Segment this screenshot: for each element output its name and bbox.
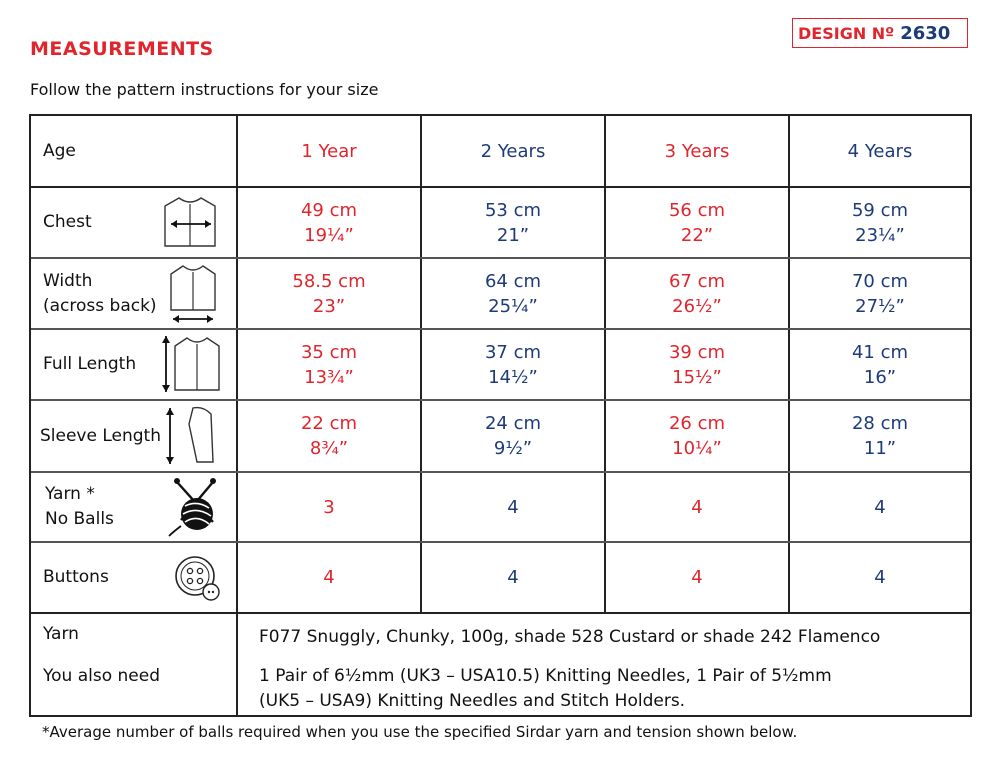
measurements-table <box>29 114 972 717</box>
cardigan-length-icon <box>159 332 223 396</box>
value-cm: 35 cm <box>300 341 358 363</box>
also-need-line-2: (UK5 – USA9) Knitting Needles and Stitch Holders. <box>259 691 686 711</box>
full-length-value-2-years <box>422 330 604 399</box>
chest-value-2-years <box>422 188 604 257</box>
value-inch: 8¾” <box>309 438 349 459</box>
value-count: 4 <box>507 567 519 588</box>
also-need-label: You also need <box>43 666 160 686</box>
design-label: DESIGN Nº <box>798 23 895 43</box>
value-cm: 67 cm <box>668 270 726 292</box>
row-label-subtext: No Balls <box>45 509 114 529</box>
full-length-value-4-years <box>790 330 970 399</box>
full-length-value-1-year <box>238 330 420 399</box>
width-value-4-years <box>790 259 970 328</box>
width-value-3-years <box>606 259 788 328</box>
value-inch: 15½” <box>672 366 722 388</box>
intro-text: Follow the pattern instructions for your size <box>30 80 379 99</box>
sleeve-length-value-3-years <box>606 401 788 471</box>
yarn-balls-value-3-years <box>606 473 788 541</box>
value-cm: 24 cm <box>484 413 542 434</box>
value-cm: 41 cm <box>851 341 909 363</box>
width-value-1-year <box>238 259 420 328</box>
buttons-value-1-year <box>238 543 420 612</box>
yarn-balls-value-1-year <box>238 473 420 541</box>
value-cm: 70 cm <box>851 270 909 292</box>
cardigan-chest-icon <box>159 194 221 252</box>
value-inch: 22” <box>680 224 714 246</box>
row-label-chest <box>43 188 92 257</box>
row-label-buttons <box>43 543 109 612</box>
value-inch: 21” <box>496 224 530 246</box>
value-cm: 64 cm <box>484 270 542 292</box>
value-count: 4 <box>507 496 519 518</box>
buttons-value-4-years <box>790 543 970 612</box>
value-cm: 26 cm <box>668 413 726 434</box>
yarn-description: F077 Snuggly, Chunky, 100g, shade 528 Custard or shade 242 Flamenco <box>259 627 881 647</box>
value-cm: 56 cm <box>668 199 726 221</box>
value-inch: 9½” <box>493 438 533 459</box>
yarn-ball-icon <box>167 476 223 538</box>
value-count: 4 <box>874 567 886 588</box>
width-value-2-years <box>422 259 604 328</box>
value-inch: 16” <box>863 366 897 388</box>
value-count: 4 <box>691 567 703 588</box>
row-label-full-length <box>43 330 136 399</box>
value-inch: 11” <box>863 438 897 459</box>
value-inch: 25¼” <box>488 295 538 317</box>
chest-value-1-year <box>238 188 420 257</box>
size-header-3-years: 3 Years <box>664 140 730 162</box>
yarn-balls-value-2-years <box>422 473 604 541</box>
row-label-text: Chest <box>43 212 92 232</box>
value-count: 3 <box>323 496 335 518</box>
cardigan-width-icon <box>165 262 221 326</box>
row-label-width <box>43 259 157 328</box>
value-inch: 14½” <box>488 366 538 388</box>
footnote: *Average number of balls required when you use the specified Sirdar yarn and tension shown below. <box>42 723 798 741</box>
full-length-value-3-years <box>606 330 788 399</box>
yarn-label: Yarn <box>43 624 79 644</box>
value-cm: 49 cm <box>300 199 358 221</box>
row-label-subtext: (across back) <box>43 295 157 316</box>
row-divider <box>31 612 970 614</box>
value-cm: 22 cm <box>300 413 358 434</box>
value-cm: 53 cm <box>484 199 542 221</box>
row-label-yarn-balls <box>45 473 114 541</box>
row-label-text: Sleeve Length <box>40 425 161 446</box>
row-label-text: Full Length <box>43 354 137 374</box>
row-label-sleeve-length <box>40 401 161 471</box>
value-inch: 19¼” <box>304 224 354 246</box>
value-inch: 27½” <box>855 295 905 317</box>
value-count: 4 <box>323 567 335 588</box>
value-count: 4 <box>874 496 886 518</box>
row-label-text: Buttons <box>43 567 109 587</box>
value-cm: 39 cm <box>668 341 726 363</box>
chest-value-3-years <box>606 188 788 257</box>
sleeve-length-value-4-years <box>790 401 970 471</box>
sleeve-length-value-2-years <box>422 401 604 471</box>
row-label-text: Width <box>43 270 93 291</box>
buttons-value-2-years <box>422 543 604 612</box>
value-inch: 23” <box>312 295 346 317</box>
size-header-4-years: 4 Years <box>847 140 913 162</box>
sleeve-length-value-1-year <box>238 401 420 471</box>
also-need-line-1: 1 Pair of 6½mm (UK3 – USA10.5) Knitting Needles, 1 Pair of 5½mm <box>259 666 832 686</box>
value-cm: 58.5 cm <box>292 270 366 292</box>
page-heading: MEASUREMENTS <box>30 38 214 60</box>
design-number-box <box>792 18 968 48</box>
chest-value-4-years <box>790 188 970 257</box>
button-icon <box>173 554 223 604</box>
value-inch: 23¼” <box>855 224 905 246</box>
value-cm: 59 cm <box>851 199 909 221</box>
value-inch: 13¾” <box>304 366 354 388</box>
age-label: Age <box>43 140 76 161</box>
size-header-1-year: 1 Year <box>301 140 357 162</box>
row-label-text: Yarn * <box>45 484 95 504</box>
value-cm: 28 cm <box>851 413 909 434</box>
sleeve-length-icon <box>163 404 225 468</box>
value-cm: 37 cm <box>484 341 542 363</box>
design-number: 2630 <box>900 22 951 44</box>
value-inch: 10¼” <box>672 438 722 459</box>
value-inch: 26½” <box>672 295 722 317</box>
yarn-balls-value-4-years <box>790 473 970 541</box>
value-count: 4 <box>691 496 703 518</box>
table-grid <box>31 116 970 715</box>
buttons-value-3-years <box>606 543 788 612</box>
size-header-2-years: 2 Years <box>480 140 546 162</box>
